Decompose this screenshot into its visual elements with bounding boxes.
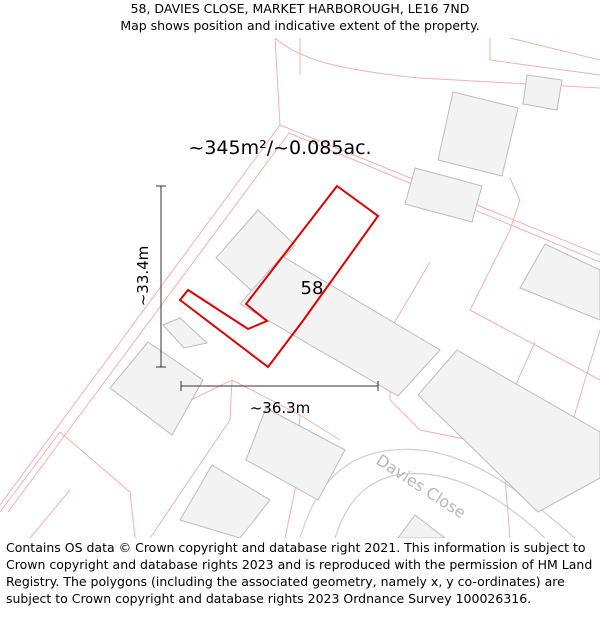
plot-number-label: 58 xyxy=(300,278,324,299)
area-label: ~345m²/~0.085ac. xyxy=(188,137,372,159)
header xyxy=(0,0,600,38)
road-name-label: Davies Close xyxy=(372,450,470,523)
property-address: 58, DAVIES CLOSE, MARKET HARBOROUGH, LE16 7ND xyxy=(130,1,470,16)
dimension-line-vertical xyxy=(156,186,166,367)
map-subtitle: Map shows position and indicative extent of the property. xyxy=(120,18,480,33)
attribution-footer: Contains OS data © Crown copyright and database right 2021. This information is subject to Crown copyright and database rights 2023 and is reproduced with the permission of HM Land Registry. The polygons (including the associated geometry, namely x, y co-ordinates) are subject to Crown copyright and database rights 2023 Ordnance Survey 100026316. xyxy=(6,540,593,606)
dimension-horizontal-label: ~36.3m xyxy=(249,399,311,417)
dimension-line-horizontal xyxy=(181,381,378,391)
property-map[interactable] xyxy=(0,38,600,538)
dimension-vertical-label: ~33.4m xyxy=(134,245,152,307)
